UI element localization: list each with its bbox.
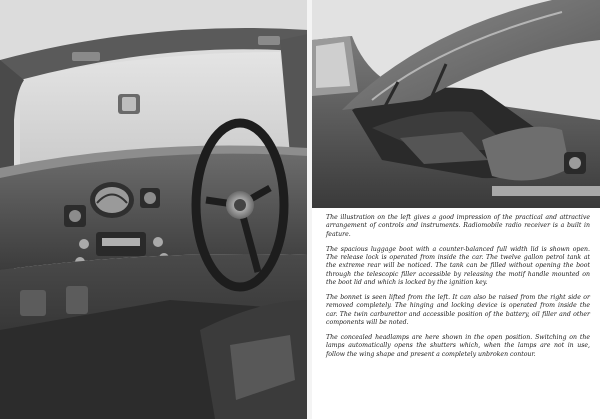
- caption-text: [326, 214, 590, 366]
- caption-paragraph: The concealed headlamps are here shown in the open position. Switching on the lamps automatically opens the shutters which, when the lamps are not in use, follow the wing shape and present a completely unbroken contour.: [326, 334, 590, 358]
- luggage-boot-photo: [312, 0, 600, 208]
- right-page: [312, 0, 600, 419]
- caption-paragraph: The spacious luggage boot with a counter-balanced full width lid is shown open. The release lock is operated from inside the car. The twelve gallon petrol tank at the extreme rear will be noticed. The tank can be filled without opening the boot through the telescopic filler accessible by releasing the motif handle mounted on the boot lid and which is locked by the ignition key.: [326, 245, 590, 287]
- caption-paragraph: The illustration on the left gives a good impression of the practical and attractive arrangement of controls and instruments. Radiomobile radio receiver is a built in feature.: [326, 214, 590, 238]
- caption-paragraph: The bonnet is seen lifted from the left. It can also be raised from the right side or removed completely. The hinging and locking device is operated from inside the car. The twin carburettor and accessible position of the battery, oil filler and other components will be noted.: [326, 294, 590, 327]
